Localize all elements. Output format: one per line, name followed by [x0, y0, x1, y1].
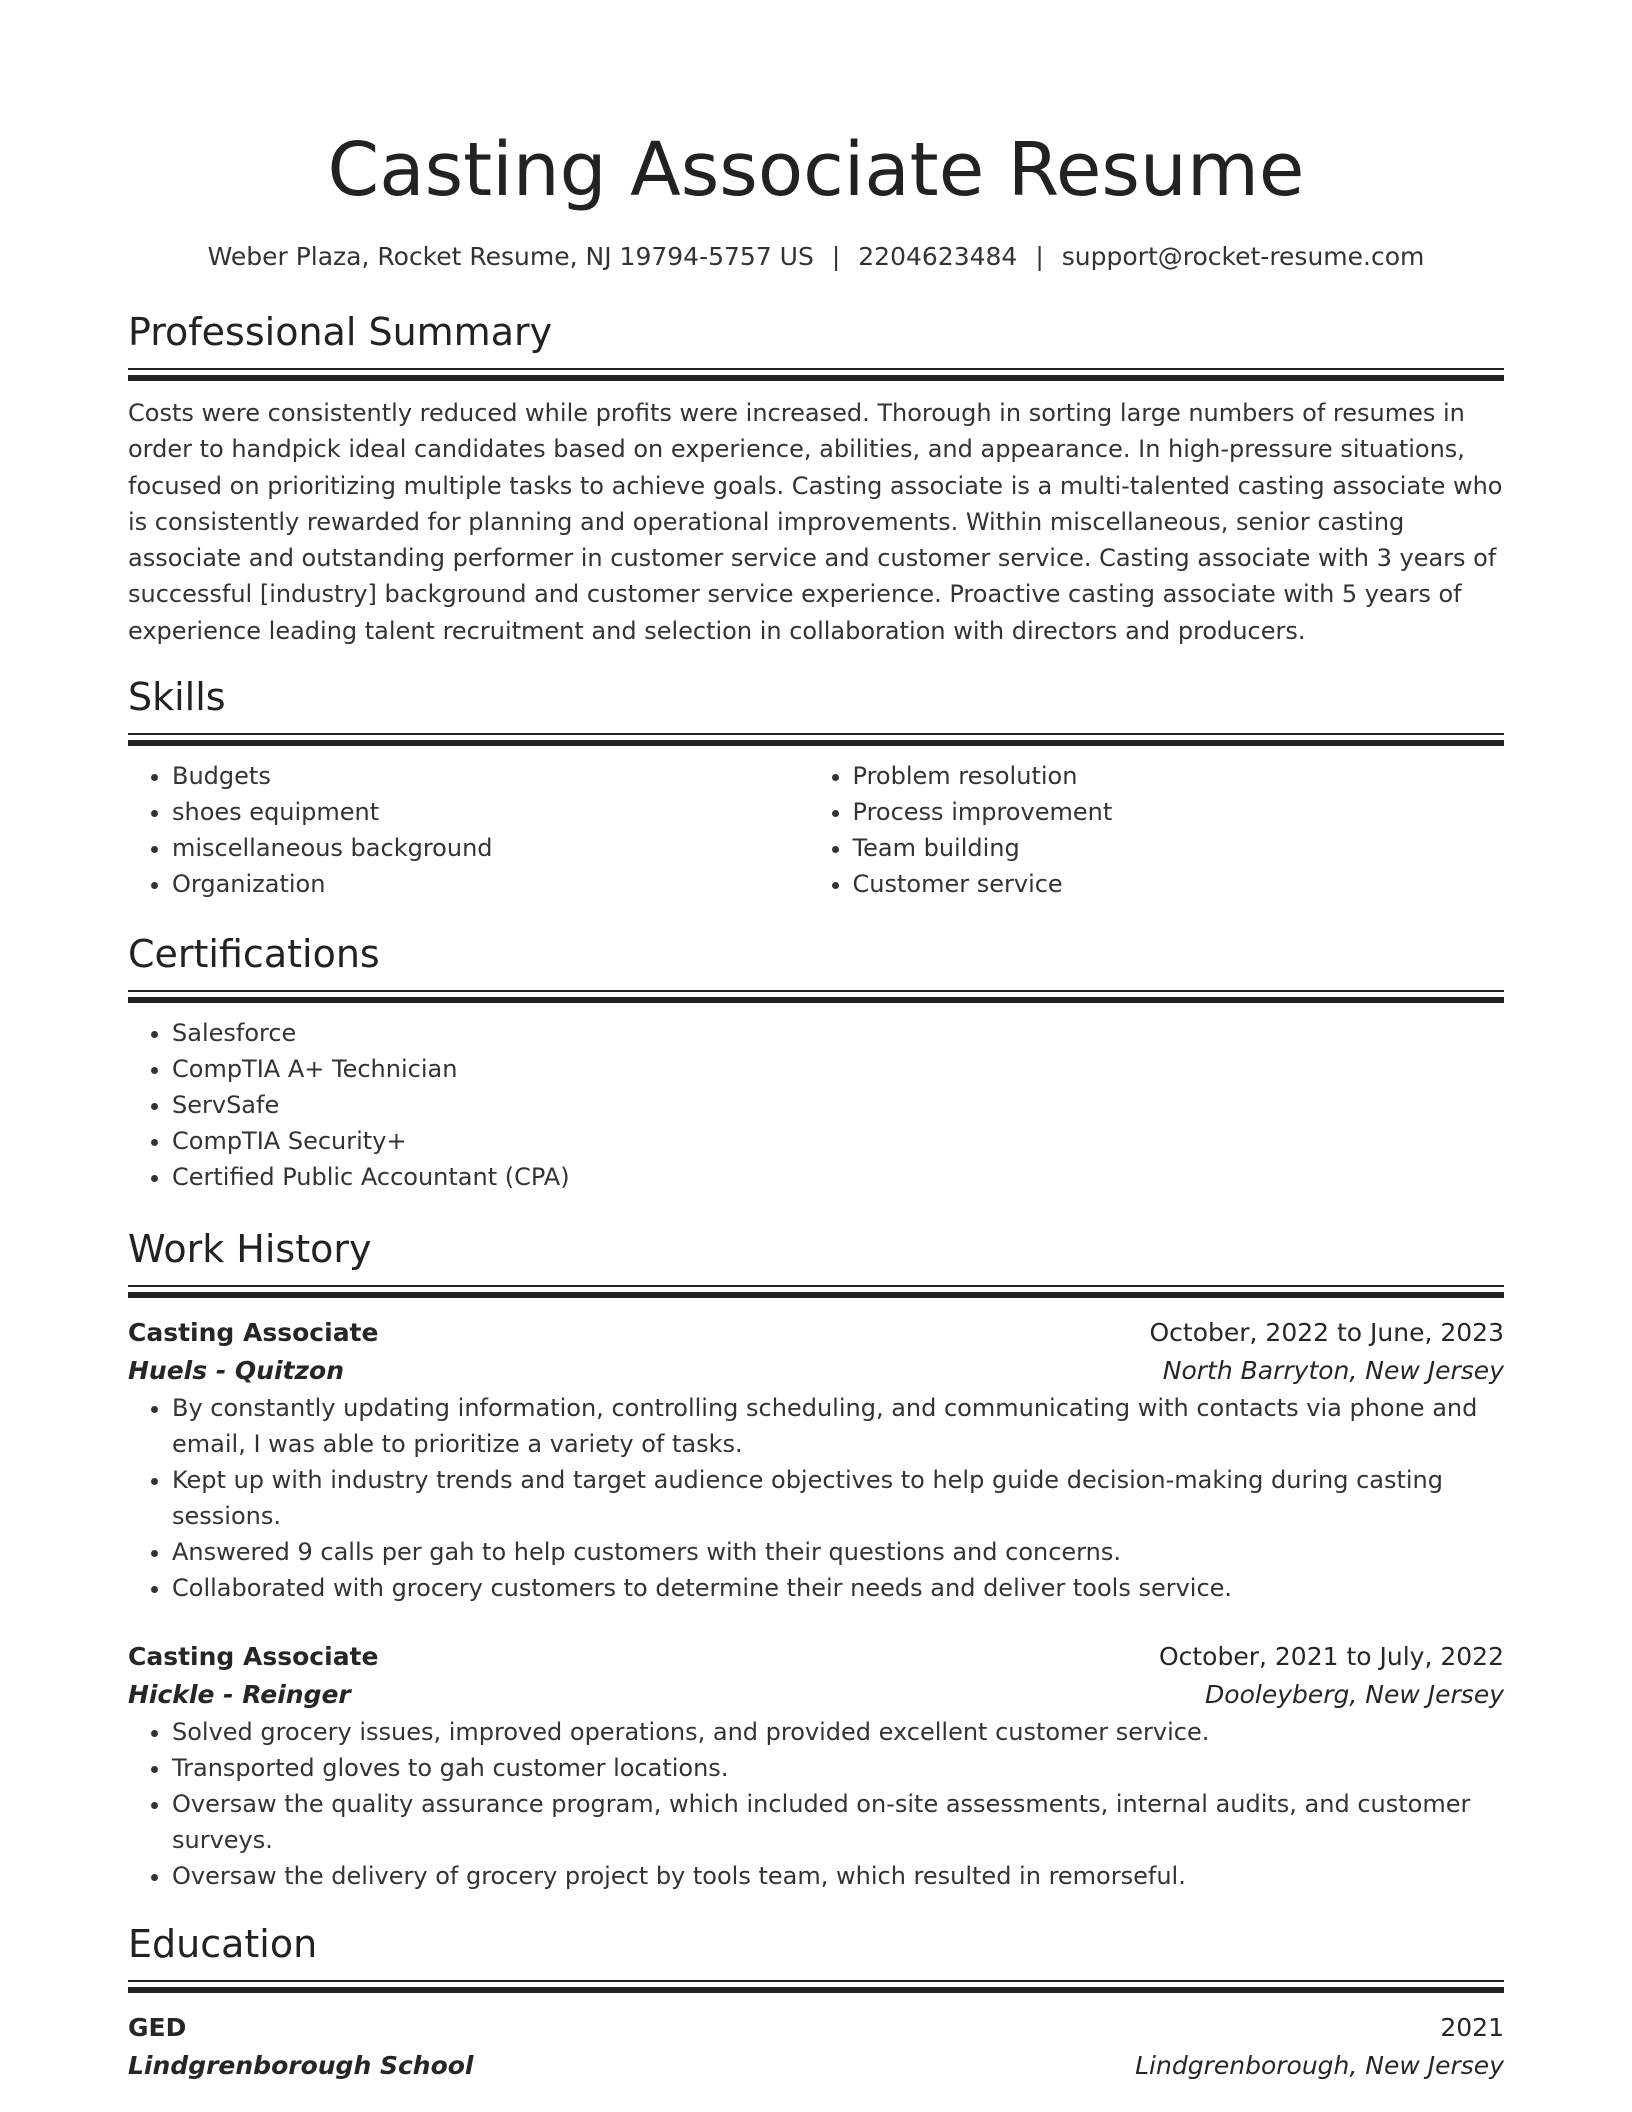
certifications-list	[128, 1015, 1504, 1195]
education-entry	[128, 2009, 1504, 2085]
skill-item: • Problem resolution	[853, 758, 1504, 794]
job-subheader	[128, 1676, 1504, 1714]
contact-phone: 2204623484	[858, 242, 1018, 271]
section-heading-work: Work History	[128, 1227, 372, 1272]
job-duty: • Oversaw the delivery of grocery project by tools team, which resulted in remorseful.	[172, 1858, 1504, 1894]
education-degree: GED	[128, 2013, 187, 2043]
job-location: North Barryton, New Jersey	[1162, 1356, 1504, 1386]
job-location: Dooleyberg, New Jersey	[1205, 1680, 1504, 1710]
contact-separator: |	[1035, 242, 1044, 271]
summary-section	[128, 308, 1504, 649]
job-duty: • Transported gloves to gah customer locations.	[172, 1750, 1504, 1786]
education-location: Lindgrenborough, New Jersey	[1135, 2051, 1504, 2081]
certification-item: • CompTIA A+ Technician	[172, 1051, 1504, 1087]
job-duty: • Kept up with industry trends and target audience objectives to help guide decision-making during casting sessions.	[172, 1462, 1504, 1534]
skills-section	[128, 673, 1504, 902]
job-duty: • Collaborated with grocery customers to determine their needs and deliver tools service.	[172, 1570, 1504, 1606]
skill-item: • Team building	[853, 830, 1504, 866]
job-entry	[128, 1314, 1504, 1606]
resume-title: Casting Associate Resume	[327, 127, 1305, 213]
job-duty: • Oversaw the quality assurance program, which included on-site assessments, internal audits, and customer surveys.	[172, 1786, 1504, 1858]
certification-item: • Certified Public Accountant (CPA)	[172, 1159, 1504, 1195]
education-header	[128, 2009, 1504, 2047]
job-company: Hickle - Reinger	[128, 1680, 351, 1710]
section-heading-education: Education	[128, 1922, 318, 1967]
job-duties	[128, 1390, 1504, 1606]
skill-item: • Customer service	[853, 866, 1504, 902]
contact-separator: |	[831, 242, 841, 271]
work-section	[128, 1225, 1504, 1894]
education-school: Lindgrenborough School	[128, 2051, 474, 2081]
job-duties	[128, 1714, 1504, 1894]
section-divider	[128, 990, 1504, 1003]
skill-item: • shoes equipment	[172, 794, 809, 830]
job-entry	[128, 1638, 1504, 1894]
section-heading-certifications: Certifications	[128, 932, 380, 977]
skills-list-right	[809, 758, 1504, 902]
education-subheader	[128, 2047, 1504, 2085]
section-divider	[128, 733, 1504, 746]
skill-item: • Organization	[172, 866, 809, 902]
job-header	[128, 1638, 1504, 1676]
skills-list-left	[128, 758, 809, 902]
section-divider	[128, 1285, 1504, 1298]
certifications-section	[128, 930, 1504, 1195]
skill-item: • miscellaneous background	[172, 830, 809, 866]
job-duty: • By constantly updating information, controlling scheduling, and communicating with contacts via phone and email, I was able to prioritize a variety of tasks.	[172, 1390, 1504, 1462]
contact-line	[128, 240, 1504, 274]
section-heading-skills: Skills	[128, 675, 226, 720]
job-subheader	[128, 1352, 1504, 1390]
certification-item: • CompTIA Security+	[172, 1123, 1504, 1159]
job-duty: • Solved grocery issues, improved operations, and provided excellent customer service.	[172, 1714, 1504, 1750]
job-dates: October, 2022 to June, 2023	[1149, 1318, 1504, 1348]
contact-email: support@rocket-resume.com	[1061, 242, 1425, 271]
section-divider	[128, 1980, 1504, 1993]
job-dates: October, 2021 to July, 2022	[1158, 1642, 1504, 1672]
section-divider	[128, 368, 1504, 381]
resume-page	[128, 0, 1504, 2085]
job-company: Huels - Quitzon	[128, 1356, 345, 1386]
job-title: Casting Associate	[128, 1318, 379, 1348]
skill-item: • Process improvement	[853, 794, 1504, 830]
skills-grid	[128, 758, 1504, 902]
certification-item: • Salesforce	[172, 1015, 1504, 1051]
education-year: 2021	[1440, 2013, 1504, 2043]
certification-item: • ServSafe	[172, 1087, 1504, 1123]
job-title: Casting Associate	[128, 1642, 379, 1672]
contact-address: Weber Plaza, Rocket Resume, NJ 19794-5757 US	[207, 242, 814, 271]
education-section	[128, 1920, 1504, 2085]
section-heading-summary: Professional Summary	[128, 310, 553, 354]
job-header	[128, 1314, 1504, 1352]
summary-text: Costs were consistently reduced while profits were increased. Thorough in sorting large numbers of resumes in order to handpick ideal candidates based on experience, abilities, and appearance. In high-pressure situations, focused on prioritizing multiple tasks to achieve goals. Casting associate is a multi-talented casting associate who is consistently rewarded for planning and operational improvements. Within miscellaneous, senior casting associate and outstanding performer in customer service and customer service. Casting associate with 3 years of successful [industry] background and customer service experience. Proactive casting associate with 5 years of experience leading talent recruitment and selection in collaboration with directors and producers.	[128, 399, 1503, 645]
skill-item: • Budgets	[172, 758, 809, 794]
job-duty: • Answered 9 calls per gah to help customers with their questions and concerns.	[172, 1534, 1504, 1570]
